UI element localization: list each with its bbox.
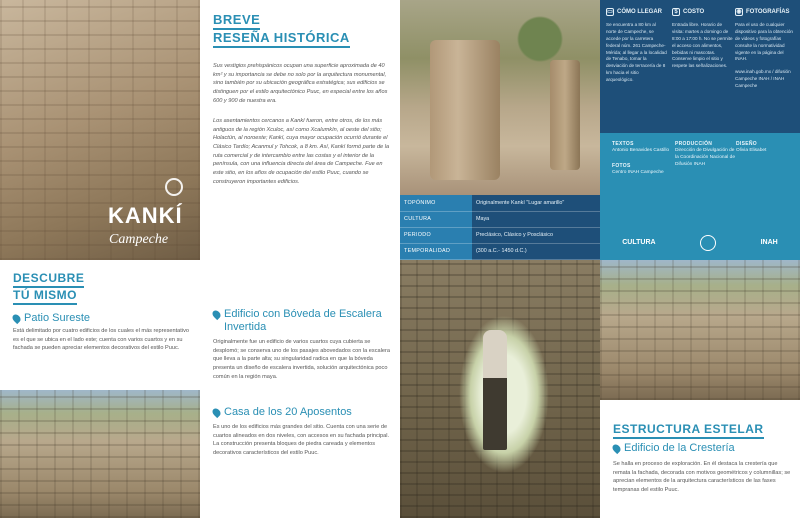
history-paragraph-2: Los asentamientos cercanos a Kankí fueron, entre otros, de los más antiguos de la región Xculoc, así como Xcalumkín, al oeste del sitio; Holactún, al noroeste; Kankí, cuya mayor ocupación ocurrió durante el Clásico Tardío; Acanmul y Tohcok, a 8 km. Así, Kankí formó parte de la ruta comercial y de intercambio entre las costas y el interior de la península, con una influencia directa del área de Campeche. Fue en este sitio, en los años de ocupación del estilo Puuc, cuando se construyeron importantes edificios. <box>213 118 390 185</box>
cultura-logo: CULTURA <box>622 239 656 246</box>
patio-sureste-text: Está delimitado por cuatro edificios de los cuales el más representativo es el que se ubica en el lado este; cuenta con varios cuartos y en su fachada se pueden apreciar elementos decorativos del estilo Puuc. <box>13 328 189 352</box>
discover-heading-line2: TÚ MISMO <box>13 288 77 305</box>
column-photo <box>400 0 600 195</box>
costo-title <box>672 8 733 16</box>
aposentos-text: Es uno de los edificios más grandes del sitio. Cuenta con una serie de cuartos alineados en dos niveles, con accesos en su fachada principal. La construcción presenta bloques de piedra careada y elementos decorativos característicos del estilo Puuc. <box>213 424 390 456</box>
history-heading-line2: RESEÑA HISTÓRICA <box>213 30 350 48</box>
inah-logo: INAH <box>760 239 778 246</box>
fotografias-label: FOTOGRAFÍAS <box>746 9 790 15</box>
info-key: PERIODO <box>400 227 472 243</box>
cresteria-photo <box>600 260 800 400</box>
stone-column-2 <box>550 60 580 170</box>
info-row <box>400 227 600 243</box>
como-llegar-title <box>606 8 667 16</box>
fotografias-title <box>735 8 796 16</box>
boveda-label: Edificio con Bóveda de Escalera Invertida <box>224 308 382 333</box>
credit-diseno <box>736 141 766 155</box>
estelar-text: Se halla en proceso de exploración. En él destaca la crestería que remata la fachada, decorada con motivos geométricos y columnillas; se aprecian elementos de la arquitectura característicos de las fases tempranas del estilo Puuc. <box>613 461 791 493</box>
location-pin-icon <box>11 312 22 323</box>
credit-produccion-title: PRODUCCIÓN <box>675 141 713 147</box>
car-icon: ▭ <box>607 9 613 15</box>
estelar-heading-text: ESTRUCTURA ESTELAR <box>613 422 764 439</box>
credit-fotos-text: Centro INAH Campeche <box>612 170 664 176</box>
history-panel <box>200 0 400 260</box>
patio-sureste-title <box>13 312 90 324</box>
patio-sureste-label: Patio Sureste <box>24 312 91 324</box>
fotografias-box <box>735 8 796 90</box>
discover-heading <box>13 270 84 304</box>
costo-text: Entrada libre. Horario de visita: martes a domingo de 8:00 a 17:00 h. No se permite el acceso con alimentos, bebidas ni mascotas. Conserve limpio el sitio y respete las señalizaciones. <box>672 22 733 69</box>
logos-strip <box>600 225 800 260</box>
credit-fotos <box>612 163 664 177</box>
discover-panel <box>0 260 200 390</box>
cover-title: KANKÍ <box>108 203 183 228</box>
dollar-icon: $ <box>672 8 680 16</box>
cover-photo <box>0 0 200 260</box>
aposentos-label: Casa de los 20 Aposentos <box>224 406 352 418</box>
history-heading <box>213 11 350 46</box>
info-row <box>400 195 600 211</box>
location-pin-icon <box>211 406 222 417</box>
vault-photo <box>400 260 600 518</box>
credit-textos <box>612 141 669 155</box>
info-value: Preclásico, Clásico y Posclásico <box>472 227 600 243</box>
credit-textos-text: Antonio Benavides Castillo <box>612 148 670 154</box>
info-value: Originalmente Kankí "Lugar amarillo" <box>472 195 600 211</box>
patio-photo <box>0 390 200 518</box>
cresteria-label: Edificio de la Crestería <box>624 442 735 454</box>
discover-heading-line1: DESCUBRE <box>13 271 84 288</box>
person-figure <box>483 330 507 450</box>
seal-icon <box>700 235 716 251</box>
cover-subtitle: Campeche <box>109 232 169 247</box>
info-row <box>400 211 600 227</box>
info-key: TEMPORALIDAD <box>400 243 472 259</box>
credit-produccion <box>675 141 735 169</box>
stone-column <box>430 40 500 180</box>
fotografias-text: Para el uso de cualquier dispositivo para la obtención de videos y fotografías consulte la normatividad vigente en la página del INAH. <box>735 22 793 62</box>
como-llegar-text: Se encuentra a 80 km al norte de Campeche, se accede por la carretera federal núm. 261 Campeche-Mérida; al llegar a la localidad de Tenabo, tomar la desviación de terracería de 8 km hacia el sitio arqueológico. <box>606 22 667 83</box>
costo-box <box>672 8 733 70</box>
como-llegar-label: CÓMO LLEGAR <box>617 9 662 15</box>
info-key: CULTURA <box>400 211 472 227</box>
info-table <box>400 195 600 260</box>
info-row <box>400 243 600 259</box>
estelar-panel <box>600 400 800 518</box>
contact-text[interactable]: www.inah.gob.mx / difusión Campeche INAH / INAH Campeche <box>735 69 791 89</box>
location-pin-icon <box>211 309 222 320</box>
history-paragraph-1: Sus vestigios prehispánicos ocupan una superficie aproximada de 40 km² y su importancia se debe no solo por la arquitectura monumental, sino también por su ubicación geográfica estratégica; sus edificios se distinguen por el estilo arquitectónico Puuc, en especial entre los años 600 y 900 de nuestra era. <box>213 63 388 104</box>
aposentos-title <box>213 406 352 418</box>
credits-band <box>600 133 800 225</box>
boveda-panel <box>200 260 400 518</box>
info-key: TOPÓNIMO <box>400 195 472 211</box>
credit-produccion-text: Dirección de Divulgación de la Coordinación Nacional de Difusión INAH <box>675 148 735 168</box>
estelar-heading <box>613 422 764 436</box>
credit-fotos-title: FOTOS <box>612 163 631 169</box>
boveda-title <box>213 308 393 333</box>
como-llegar-box <box>606 8 667 84</box>
camera-icon: ◉ <box>736 9 742 15</box>
credit-diseno-text: Olivia Elisabet <box>736 148 767 154</box>
boveda-text: Originalmente fue un edificio de varios cuartos cuya cubierta se desplomó; se conserva uno de los pasajes abovedados con la escalera que lleva a la parte alta; su singularidad radica en que la bóveda presenta un diseño de escalera invertida, solución arquitectónica poco común en la región maya. <box>213 339 390 380</box>
info-value: (300 a.C.- 1450 d.C.) <box>472 243 600 259</box>
credit-textos-title: TEXTOS <box>612 141 634 147</box>
info-value: Maya <box>472 211 600 227</box>
cresteria-title <box>613 442 735 454</box>
credit-diseno-title: DISEÑO <box>736 141 757 147</box>
history-heading-line1: BREVE <box>213 12 260 30</box>
location-pin-icon <box>611 442 622 453</box>
cover-logo-icon <box>165 178 183 196</box>
costo-label: COSTO <box>683 9 705 15</box>
